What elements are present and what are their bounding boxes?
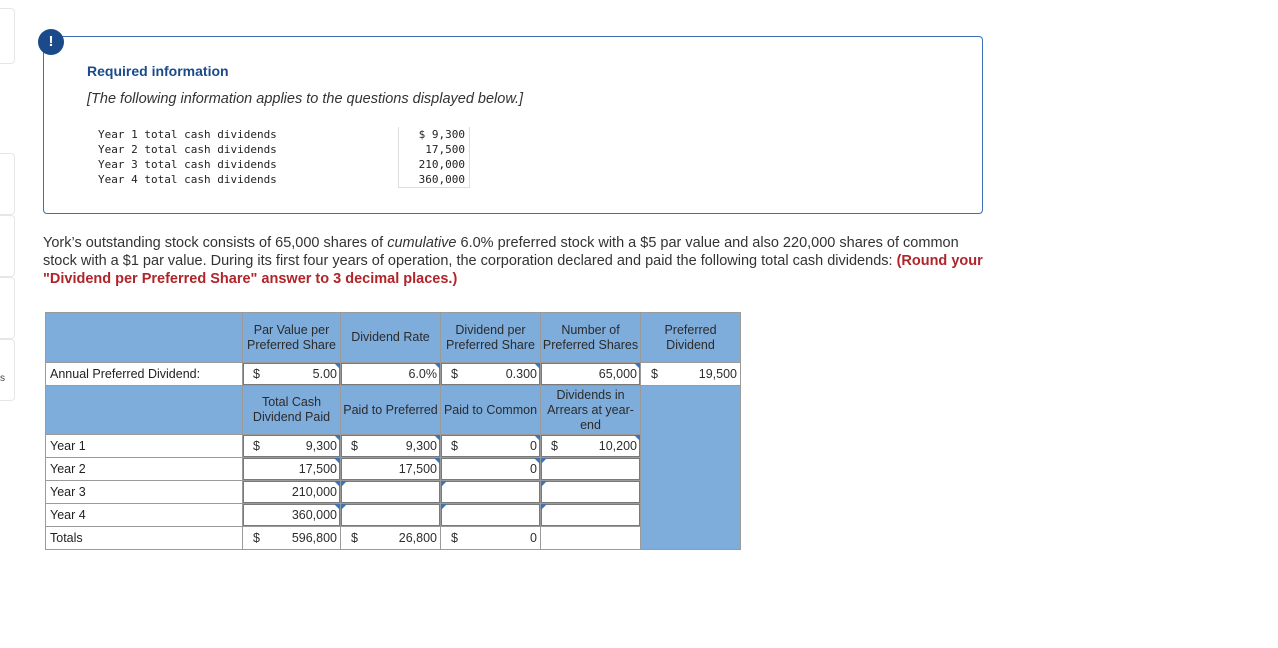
row-label: Annual Preferred Dividend: [46,363,243,386]
dividend-per-share-text: 0.300 [505,367,537,381]
side-tab-3[interactable] [0,215,15,277]
row-label: Year 2 [46,458,243,481]
arrears-input[interactable] [541,504,641,527]
header-dividend-per-share: Dividend per Preferred Share [441,313,541,363]
problem-text-italic: cumulative [387,235,457,251]
paid-to-common-input[interactable] [441,481,541,504]
paid-to-common-text: 0 [530,439,537,453]
row-label: Year 4 [46,504,243,527]
info-row-label: Year 2 total cash dividends [98,143,277,156]
info-row-value: 360,000 [399,172,470,188]
arrears-text: 10,200 [598,439,637,453]
totals-row [46,527,741,550]
total-cash-input[interactable] [243,504,341,527]
currency-symbol: $ [451,531,458,545]
side-letter: s [0,373,5,384]
dividend-worksheet [45,312,741,550]
header-arrears: Dividends in Arrears at year-end [541,386,641,435]
info-row-label: Year 3 total cash dividends [98,158,277,171]
total-cash-input[interactable] [243,458,341,481]
header-empty [46,313,243,363]
currency-symbol: $ [551,439,558,453]
total-cash-sum [243,527,341,550]
header-paid-to-preferred: Paid to Preferred [341,386,441,435]
dividend-rate-text: 6.0% [408,367,437,381]
side-tab-4[interactable] [0,277,15,339]
number-of-shares-text: 65,000 [598,367,637,381]
paid-to-common-sum-text: 0 [530,531,537,545]
empty-cell [641,386,741,550]
annual-preferred-row [46,363,741,386]
dividend-per-share-input[interactable] [441,363,541,386]
arrears-input[interactable] [541,481,641,504]
year-row [46,435,741,458]
paid-to-common-input[interactable] [441,435,541,458]
header-row-1 [46,313,741,363]
problem-text [43,234,988,288]
info-row-value: $ 9,300 [399,127,470,142]
header-preferred-dividend: Preferred Dividend [641,313,741,363]
required-info-box [43,36,983,214]
header-par-value: Par Value per Preferred Share [243,313,341,363]
par-value-input[interactable] [243,363,341,386]
paid-to-common-sum [441,527,541,550]
arrears-input[interactable] [541,458,641,481]
rounding-instruction: (Round your "Dividend per Preferred Share" answer to 3 decimal places.) [43,253,983,287]
info-row-value: 17,500 [399,142,470,157]
info-row [98,172,470,188]
total-cash-text: 9,300 [305,439,337,453]
side-tab-1[interactable] [0,8,15,64]
side-tab-5[interactable] [0,339,15,401]
alert-icon: ! [38,29,64,55]
row-label: Year 1 [46,435,243,458]
total-cash-text: 360,000 [291,508,337,522]
info-row [98,127,470,142]
currency-symbol: $ [253,531,260,545]
header-total-cash: Total Cash Dividend Paid [243,386,341,435]
total-cash-text: 210,000 [291,485,337,499]
paid-to-common-input[interactable] [441,458,541,481]
currency-symbol: $ [253,367,260,381]
total-cash-text: 17,500 [298,462,337,476]
info-row-value: 210,000 [399,157,470,172]
currency-symbol: $ [451,367,458,381]
currency-symbol: $ [351,531,358,545]
total-cash-input[interactable] [243,435,341,458]
year-row [46,458,741,481]
par-value-text: 5.00 [312,367,337,381]
row-label: Year 3 [46,481,243,504]
paid-to-preferred-text: 17,500 [398,462,437,476]
problem-text-a: York’s outstanding stock consists of 65,000 shares of [43,235,388,251]
required-info-subtitle: [The following information applies to the questions displayed below.] [87,91,524,107]
arrears-input[interactable] [541,435,641,458]
year-row [46,504,741,527]
paid-to-preferred-input[interactable] [341,435,441,458]
preferred-dividend-text: 19,500 [698,367,737,381]
currency-symbol: $ [451,439,458,453]
paid-to-preferred-text: 9,300 [405,439,437,453]
paid-to-preferred-input[interactable] [341,481,441,504]
header-empty [46,386,243,435]
problem-text-b: 6.0% preferred stock with a $5 par value and also 220,000 shares of common stock with a $1 par value. During its first four years of operation, the corporation declared and paid the following total cash dividends: [43,235,959,269]
paid-to-preferred-input[interactable] [341,458,441,481]
side-tab-2[interactable] [0,153,15,215]
dividend-info-table [98,127,470,188]
preferred-dividend-cell [641,363,741,386]
header-row-2 [46,386,741,435]
total-cash-input[interactable] [243,481,341,504]
info-row-label: Year 4 total cash dividends [98,173,277,187]
total-cash-sum-text: 596,800 [291,531,337,545]
required-info-title: Required information [87,63,229,79]
dividend-rate-input[interactable] [341,363,441,386]
currency-symbol: $ [351,439,358,453]
header-number-of-shares: Number of Preferred Shares [541,313,641,363]
empty-cell [541,527,641,550]
paid-to-common-input[interactable] [441,504,541,527]
number-of-shares-input[interactable] [541,363,641,386]
info-row-label: Year 1 total cash dividends [98,128,277,141]
row-label: Totals [46,527,243,550]
year-row [46,481,741,504]
info-row [98,142,470,157]
header-dividend-rate: Dividend Rate [341,313,441,363]
paid-to-preferred-sum [341,527,441,550]
paid-to-common-text: 0 [530,462,537,476]
paid-to-preferred-input[interactable] [341,504,441,527]
header-paid-to-common: Paid to Common [441,386,541,435]
paid-to-preferred-sum-text: 26,800 [398,531,437,545]
currency-symbol: $ [651,367,658,381]
currency-symbol: $ [253,439,260,453]
info-row [98,157,470,172]
